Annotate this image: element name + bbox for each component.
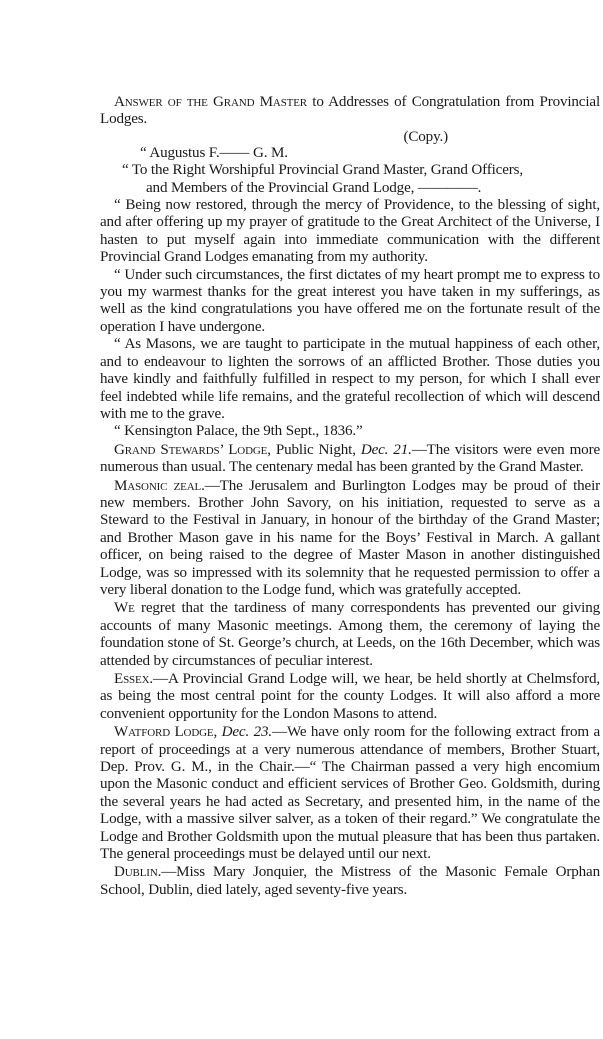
watford-lead: Watford Lodge <box>114 724 214 741</box>
essex-lead: Essex <box>114 671 150 687</box>
watford-date: Dec. 23. <box>221 724 273 741</box>
paragraph-essex: Essex.—A Provincial Grand Lodge will, we hear, be held shortly at Chelmsford, as being the most central point for the county Lodges. It will also afford a more convenient opportunity for the London Masons to attend. <box>100 671 600 722</box>
signature: “ Augustus F.—— G. M. <box>140 144 288 161</box>
paragraph-stewards: Grand Stewards’ Lodge, Public Night, Dec. 21.—The visitors were even more numerous than usual. The centenary medal has been granted by the Grand Master. <box>100 441 600 476</box>
dublin-lead: Dublin <box>114 864 158 881</box>
paragraph-regret: We regret that the tardiness of many correspondents has prevented our giving accounts of many Masonic meetings. Among them, the ceremony of laying the foundation stone of St. George’s church, at Leeds, on the 16th December, which was attended by circumstances of peculiar interest. <box>100 600 600 669</box>
paragraph-masons: “ As Masons, we are taught to participate in the mutual happiness of each other, and to endeavour to lighten the sorrows of an afflicted Brother. Those duties you have kindly and faithfully fulfilled in respect to my person, for which I shall ever feel indebted while life remains, and the grateful recollection of which will descend with me to the grave. <box>100 336 600 422</box>
paragraph-circumstances: “ Under such circumstances, the first dictates of my heart prompt me to express to you my warmest thanks for the great interest you have taken in my sufferings, as well as the kind congratulations you have offered me on the fortunate result of the operation I have undergone. <box>100 266 600 335</box>
paragraph-masonic-zeal: Masonic zeal.—The Jerusalem and Burlington Lodges may be proud of their new members. Brother John Savory, on his initiation, requested to serve as a Steward to the Festival in January, in honour of the birthday of the Grand Master; and Brother Mason gave in his name for the Boys’ Festival in March. A gallant officer, on being raised to the degree of Master Mason in another distinguished Lodge, was so impressed with its solemnity that he requested permission to offer a very liberal donation to the Lodge fund, which was gratefully accepted. <box>100 477 600 598</box>
masonic-zeal-lead: Masonic zeal <box>114 477 202 494</box>
paragraph-watford: Watford Lodge, Dec. 23.—We have only room for the following extract from a report of proceedings at a very numerous attendance of members, Brother Stuart, Dep. Prov. G. M., in the Chair.—“ The Chairman passed a very high encomium upon the Masonic conduct and efficient services of Brother Geo. Goldsmith, during the several years he had acted as Secretary, and presented him, in the name of the Lodge, with a massive silver salver, as a token of their regard.” We congratulate the Lodge and Brother Goldsmith upon the mutual pleasure that has been thus partaken. The general proceedings must be delayed until our next. <box>100 724 600 863</box>
address-line-1: “ To the Right Worshipful Provincial Grand Master, Grand Officers, <box>122 162 523 179</box>
stewards-lead: Grand Stewards’ Lodge <box>114 441 268 458</box>
answer-heading <box>100 94 600 129</box>
answer-rest: to Addresses of Congratulation from Provincial Lodges. <box>100 94 600 128</box>
regret-lead: We <box>114 600 135 617</box>
answer-lead: Answer of the Grand Master <box>114 94 307 110</box>
paragraph-restored: “ Being now restored, through the mercy of Providence, to the blessing of sight, and after offering up my prayer of gratitude to the Great Architect of the Universe, I hasten to put myself again into immediate communication with the different Provincial Grand Lodges emanating from my authority. <box>100 197 600 266</box>
dateline: “ Kensington Palace, the 9th Sept., 1836.” <box>114 423 363 440</box>
address-line-2: and Members of the Provincial Grand Lodge, ————. <box>146 179 482 196</box>
paragraph-dublin: Dublin.—Miss Mary Jonquier, the Mistress of the Masonic Female Orphan School, Dublin, died lately, aged seventy-five years. <box>100 864 600 898</box>
copy-label: (Copy.) <box>403 128 448 145</box>
stewards-date: Dec. 21. <box>360 441 412 458</box>
page-text <box>100 94 600 899</box>
